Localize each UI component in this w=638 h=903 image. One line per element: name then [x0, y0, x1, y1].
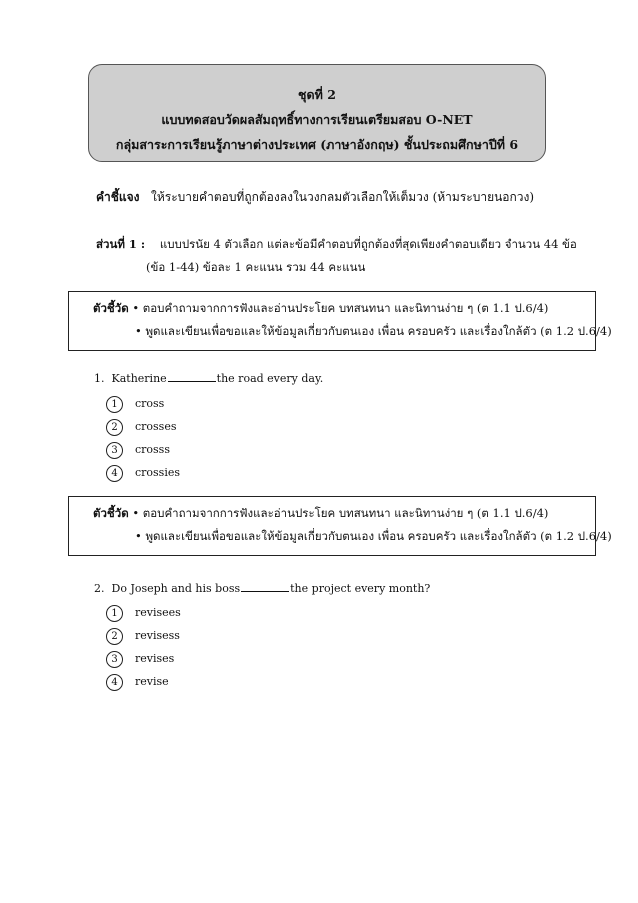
indicator-label: ตัวชี้วัด [93, 301, 129, 315]
answer-blank [168, 372, 216, 382]
option-text: revisees [135, 606, 181, 619]
answer-bubble[interactable]: 1 [106, 605, 123, 622]
question-2: 2. Do Joseph and his boss the project every month? [94, 582, 431, 595]
indicator-line: • พูดและเขียนเพื่อขอและให้ข้อมูลเกี่ยวกับตนเอง เพื่อน ครอบครัว และเรื่องใกล้ตัว (ต 1.2 ป.6/4) [135, 324, 612, 338]
option-text: revise [135, 675, 169, 688]
answer-bubble[interactable]: 3 [106, 651, 123, 668]
test-title: แบบทดสอบวัดผลสัมฤทธิ์ทางการเรียนเตรียมสอบ O-NET [161, 112, 473, 127]
indicator-line: • ตอบคำถามจากการฟังและอ่านประโยค บทสนทนา และนิทานง่าย ๆ (ต 1.1 ป.6/4) [132, 301, 549, 315]
indicator-line: • พูดและเขียนเพื่อขอและให้ข้อมูลเกี่ยวกับตนเอง เพื่อน ครอบครัว และเรื่องใกล้ตัว (ต 1.2 ป.6/4) [135, 529, 612, 543]
option-text: revises [135, 652, 175, 665]
part-description-2: (ข้อ 1-44) ข้อละ 1 คะแนน รวม 44 คะแนน [146, 260, 366, 274]
title-box [88, 64, 546, 162]
subject-line: กลุ่มสาระการเรียนรู้ภาษาต่างประเทศ (ภาษาอังกฤษ) ชั้นประถมศึกษาปีที่ 6 [115, 137, 519, 152]
answer-bubble[interactable]: 4 [106, 674, 123, 691]
answer-bubble[interactable]: 3 [106, 442, 123, 459]
part-header [96, 236, 577, 254]
instructions-label: คำชี้แจง [96, 190, 140, 204]
answer-bubble[interactable]: 2 [106, 628, 123, 645]
option-text: revisess [135, 629, 180, 642]
option-text: cross [135, 397, 165, 410]
question-1: 1. Katherine the road every day. [94, 372, 324, 385]
part-description: แบบปรนัย 4 ตัวเลือก แต่ละข้อมีคำตอบที่ถูกต้องที่สุดเพียงคำตอบเดียว จำนวน 44 ข้อ [159, 237, 577, 251]
set-number: ชุดที่ 2 [298, 87, 336, 102]
option-text: crosses [135, 420, 177, 433]
instructions [96, 188, 534, 207]
indicator-label: ตัวชี้วัด [93, 506, 129, 520]
answer-bubble[interactable]: 1 [106, 396, 123, 413]
answer-bubble[interactable]: 4 [106, 465, 123, 482]
instructions-text: ให้ระบายคำตอบที่ถูกต้องลงในวงกลมตัวเลือกให้เต็มวง (ห้ามระบายนอกวง) [151, 190, 535, 204]
answer-blank [241, 582, 289, 592]
option-text: crossies [135, 466, 181, 479]
part-label: ส่วนที่ 1 : [96, 237, 146, 251]
option-text: crosss [135, 443, 170, 456]
indicator-line: • ตอบคำถามจากการฟังและอ่านประโยค บทสนทนา และนิทานง่าย ๆ (ต 1.1 ป.6/4) [132, 506, 549, 520]
answer-bubble[interactable]: 2 [106, 419, 123, 436]
indicator-box [68, 496, 612, 556]
indicator-box [68, 291, 612, 351]
